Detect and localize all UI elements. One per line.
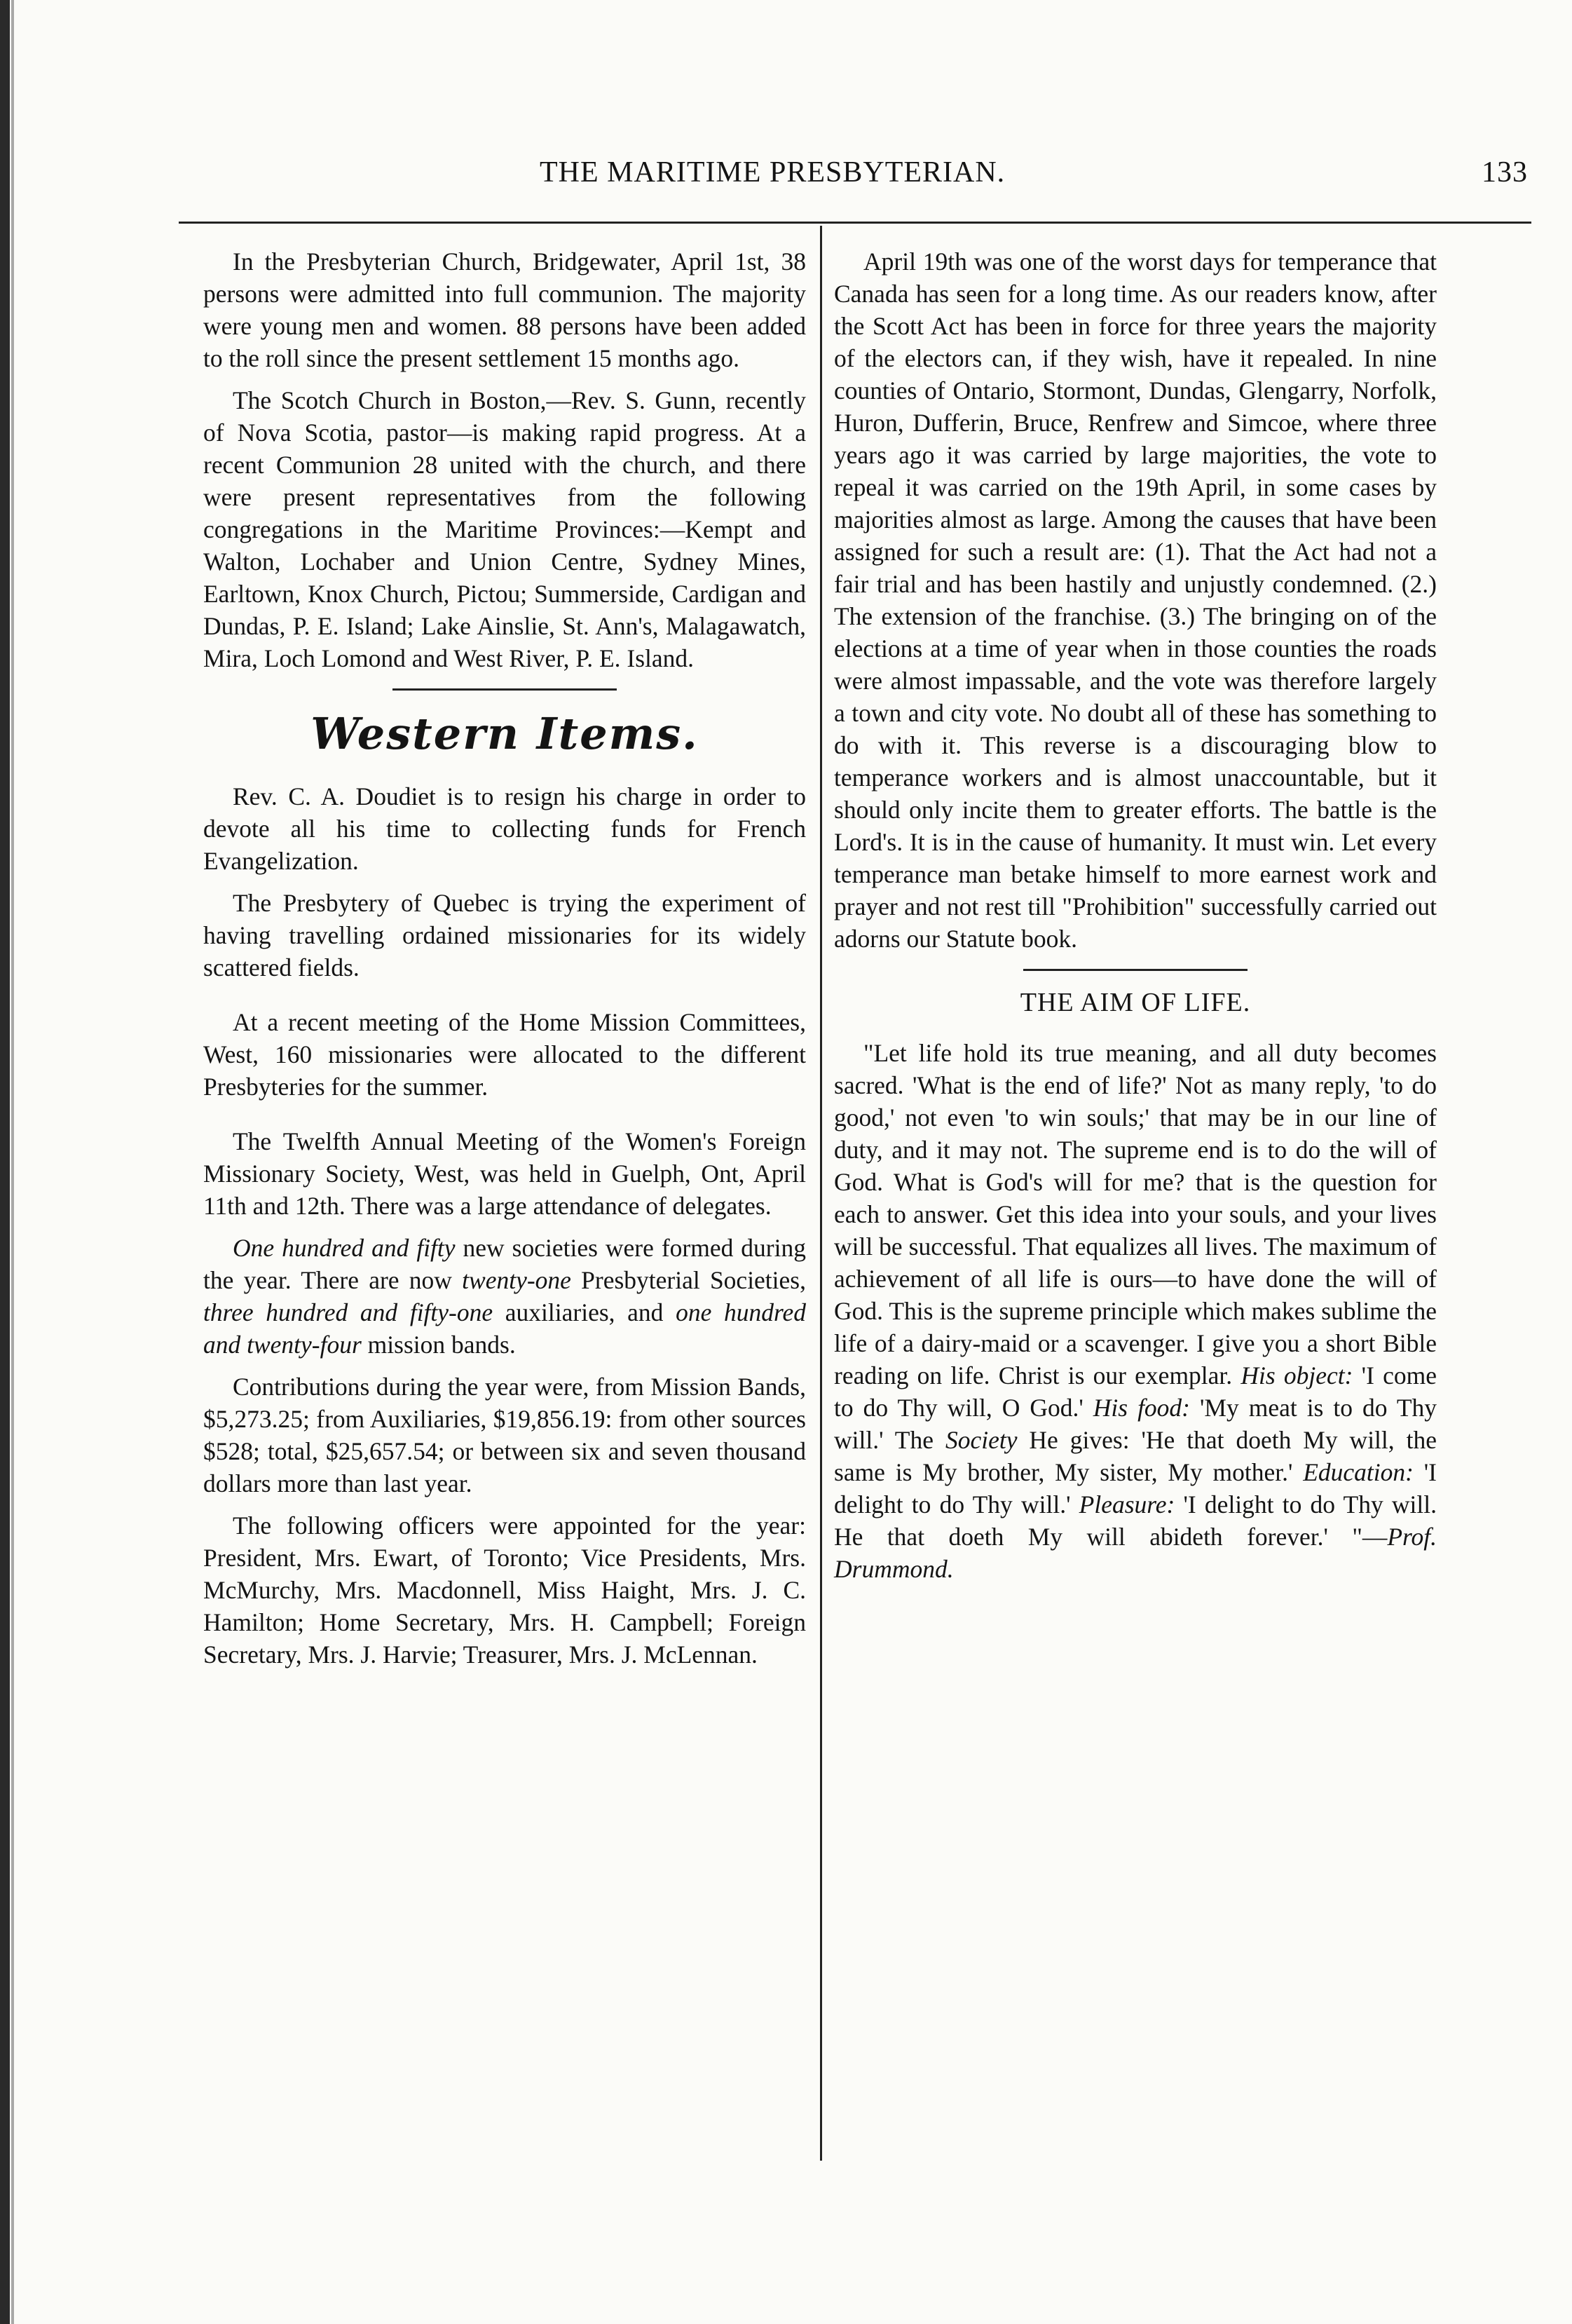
italic-count-4: one hundred and twenty-four [203, 1298, 806, 1359]
boston-church-paragraph: The Scotch Church in Boston,—Rev. S. Gunn, recently of Nova Scotia, pastor—is making rapid progress. At a recent Communion 28 united with the church, and there were present representatives from the following congregations in the Maritime Provinces:—Kempt and Walton, Lochaber and Union Centre, Sydney Mines, Earltown, Knox Church, Pictou; Summerside, Cardigan and Dundas, P. E. Island; Lake Ainslie, St. Ann's, Malagawatch, Mira, Loch Lomond and West River, P. E. Island. [203, 386, 806, 672]
section-divider [392, 688, 617, 691]
home-mission-paragraph: At a recent meeting of the Home Mission Committees, West, 160 missionaries were allocated to the different Presbyteries for the summer. [203, 1008, 806, 1101]
italic-count-3: three hundred and fifty-one [203, 1298, 493, 1326]
societies-paragraph: One hundred and fifty new societies were formed during the year. There are now twenty-one Presbyterial Societies, three hundred and fifty-one auxiliaries, and one hundred and twenty-four mission bands. [203, 1234, 806, 1359]
italic-count-1: One hundred and fifty [233, 1234, 456, 1262]
book-spine-shadow [11, 0, 14, 2324]
page-header [179, 156, 1528, 198]
contributions-paragraph: Contributions during the year were, from Mission Bands, $5,273.25; from Auxiliaries, $19,856.19: from other sources $528; total, $25,657.54; or between six and seven thousand dollars more than last year. [203, 1373, 806, 1497]
book-spine-edge [0, 0, 10, 2324]
bridgewater-paragraph: In the Presbyterian Church, Bridgewater, April 1st, 38 persons were admitted into full communion. The majority were young men and women. 88 persons have been added to the roll since the present settlement 15 months ago. [203, 247, 806, 372]
header-rule [179, 222, 1531, 224]
page-number: 133 [1482, 156, 1528, 189]
right-column [834, 245, 1437, 1595]
wfms-meeting-paragraph: The Twelfth Annual Meeting of the Women's Foreign Missionary Society, West, was held in Guelph, Ont, April 11th and 12th. There was a large attendance of delegates. [203, 1127, 806, 1220]
doudiet-paragraph: Rev. C. A. Doudiet is to resign his charge in order to devote all his time to collecting funds for French Evangelization. [203, 782, 806, 875]
officers-paragraph: The following officers were appointed for the year: President, Mrs. Ewart, of Toronto; Vice Presidents, Mrs. McMurchy, Mrs. Macdonnell, Miss Haight, Mrs. J. C. Hamilton; Home Secretary, Mrs. H. Campbell; Foreign Secretary, Mrs. J. Harvie; Treasurer, Mrs. J. McLennan. [203, 1511, 806, 1669]
quote-author: Prof. Drummond. [834, 1523, 1437, 1583]
scott-act-paragraph: April 19th was one of the worst days for temperance that Canada has seen for a long time. As our readers know, after the Scott Act has been in force for three years the majority of the electors can, if they wish, have it repealed. In nine counties of Ontario, Stormont, Dundas, Glengarry, Norfolk, Huron, Dufferin, Bruce, Renfrew and Simcoe, where three years ago it was carried by large majorities, the vote to repeal it was carried on the 19th April, in some cases by majorities almost as large. Among the causes that have been assigned for such a result are: (1). That the Act had not a fair trial and has been hastily and unjustly condemned. (2.) The extension of the franchise. (3.) The bringing on of the elections at a time of year when in those counties the roads were almost impassable, and the vote was therefore largely a town and city vote. No doubt all of these has something to do with it. This reverse is a discouraging blow to temperance workers and is almost unaccountable, but it should only incite them to greater efforts. The battle is the Lord's. It is in the cause of humanity. It must win. Let every temperance man betake himself to more earnest work and prayer and not rest till "Prohibition" successfully carried out adorns our Statute book. [834, 247, 1437, 953]
publication-title: THE MARITIME PRESBYTERIAN. [540, 156, 1006, 189]
section-divider-right [1023, 969, 1248, 971]
western-items-heading: Western Items. [310, 708, 699, 759]
aim-of-life-heading: THE AIM OF LIFE. [1020, 988, 1251, 1017]
quebec-presbytery-paragraph: The Presbytery of Quebec is trying the experiment of having travelling ordained missionaries for its widely scattered fields. [203, 889, 806, 981]
column-divider [820, 226, 822, 2161]
aim-of-life-paragraph: "Let life hold its true meaning, and all duty becomes sacred. 'What is the end of life?' Not as many reply, 'to do good,' not even 'to win souls;' that may be in our line of duty, and it may not. The supreme end is to do the will of God. What is God's will for me? that is the question for each to answer. Get this idea into your souls, and your lives will be successful. That equalizes all lives. The maximum of achievement of all life is ours—to have done the will of God. This is the supreme principle which makes sublime the life of a dairy-maid or a scavenger. I give you a short Bible reading on life. Christ is our exemplar. His object: 'I come to do Thy will, O God.' His food: 'My meat is to do Thy will.' The Society He gives: 'He that doeth My will, the same is My brother, My sister, My mother.' Education: 'I delight to do Thy will.' Pleasure: 'I delight to do Thy will. He that doeth My will abideth forever.' "—Prof. Drummond. [834, 1039, 1437, 1583]
italic-count-2: twenty-one [462, 1266, 571, 1294]
left-column [203, 245, 806, 1680]
